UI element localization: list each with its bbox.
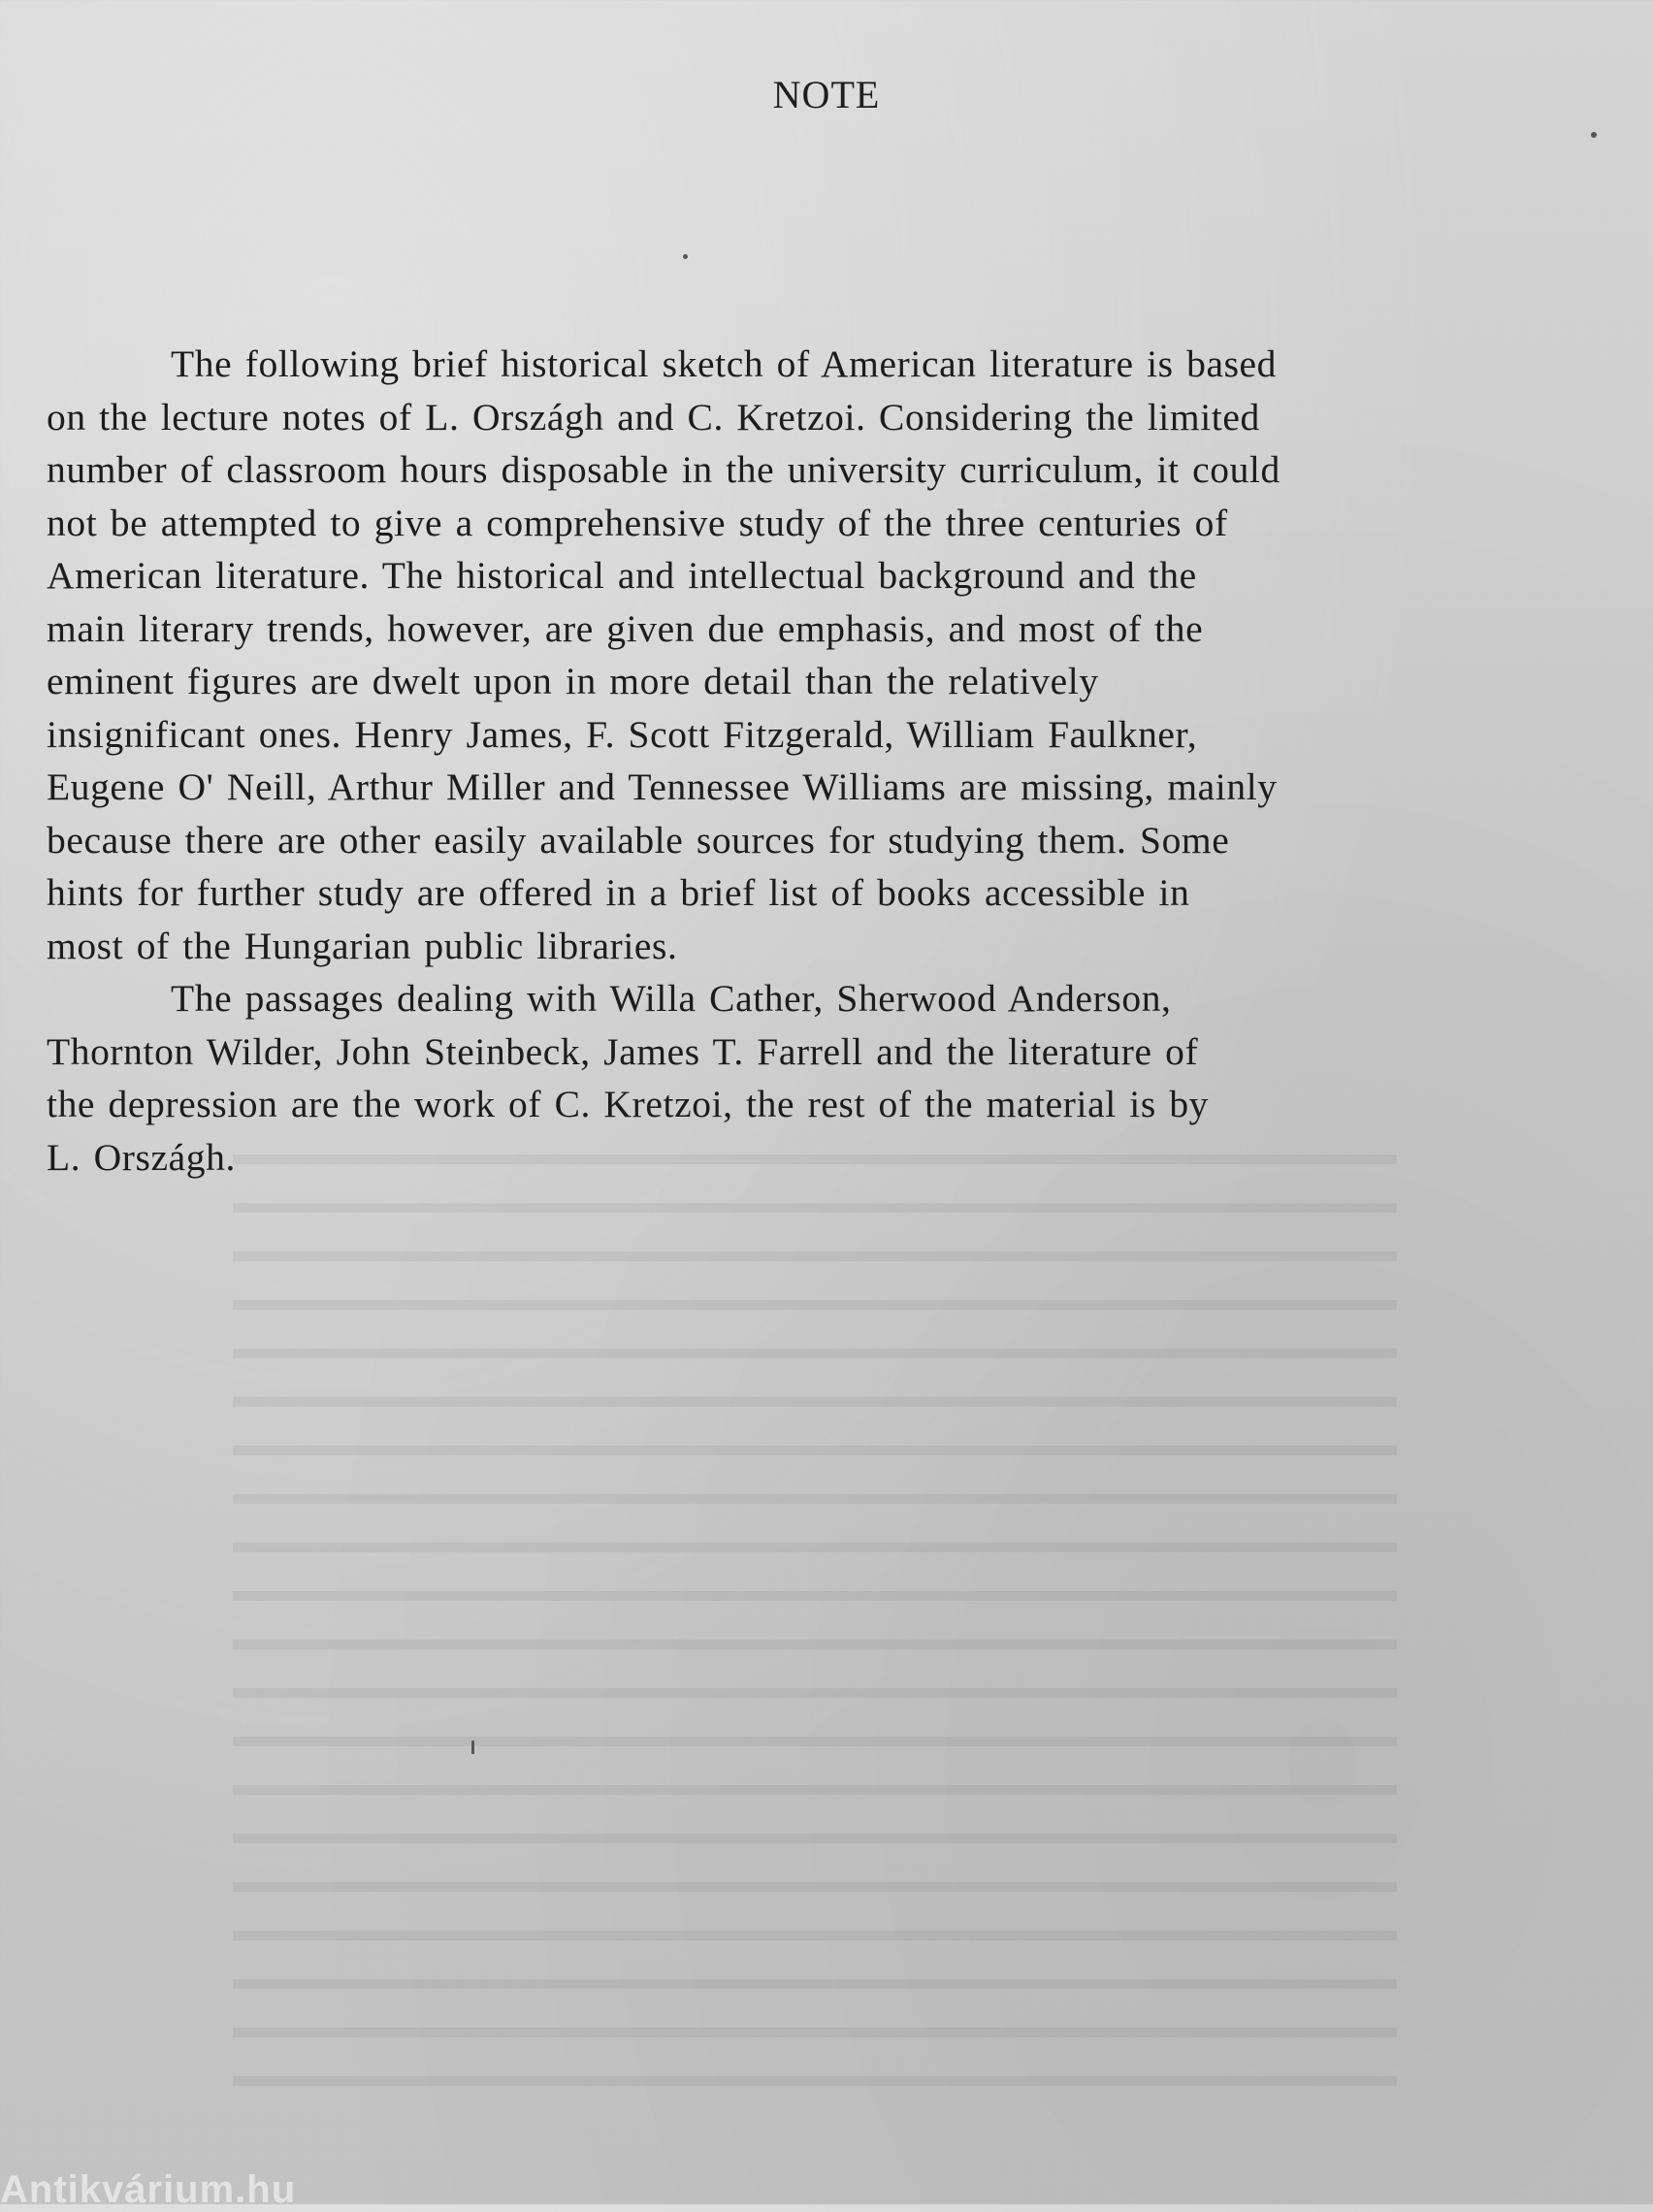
text-line: Thornton Wilder, John Steinbeck, James T. Farrell and the literature of (47, 1029, 1199, 1073)
text-line: The passages dealing with Willa Cather, Sherwood Anderson, (171, 977, 1172, 1020)
text-line: The following brief historical sketch of American literature is based (171, 342, 1278, 385)
speck (683, 254, 688, 259)
text-line: eminent figures are dwelt upon in more detail than the relatively (47, 660, 1099, 702)
text-line: most of the Hungarian public libraries. (47, 924, 678, 967)
text-line: because there are other easily available sources for studying them. Some (47, 818, 1230, 862)
text-line: L. Országh. (47, 1135, 236, 1179)
note-body (47, 338, 1618, 1184)
text-line: Eugene O' Neill, Arthur Miller and Tennessee Williams are missing, mainly (47, 765, 1278, 808)
text-line: insignificant ones. Henry James, F. Scott Fitzgerald, William Faulkner, (47, 712, 1198, 756)
text-line: number of classroom hours disposable in the university curriculum, it could (47, 448, 1280, 491)
paragraph-1 (47, 338, 1618, 972)
text-line: not be attempted to give a comprehensive study of the three centuries of (47, 501, 1228, 544)
page-title: NOTE (772, 73, 881, 116)
text-line: on the lecture notes of L. Országh and C. Kretzoi. Considering the limited (47, 395, 1260, 439)
text-line: main literary trends, however, are given due emphasis, and most of the (47, 606, 1204, 650)
speck (471, 1740, 474, 1754)
bleed-through-text (233, 1155, 1397, 2105)
paragraph-2 (47, 972, 1618, 1184)
watermark: Antikvárium.hu (0, 2168, 297, 2211)
text-line: hints for further study are offered in a brief list of books accessible in (47, 871, 1190, 914)
speck (1591, 132, 1597, 138)
text-line: American literature. The historical and intellectual background and the (47, 554, 1197, 597)
text-line: the depression are the work of C. Kretzoi, the rest of the material is by (47, 1083, 1210, 1125)
